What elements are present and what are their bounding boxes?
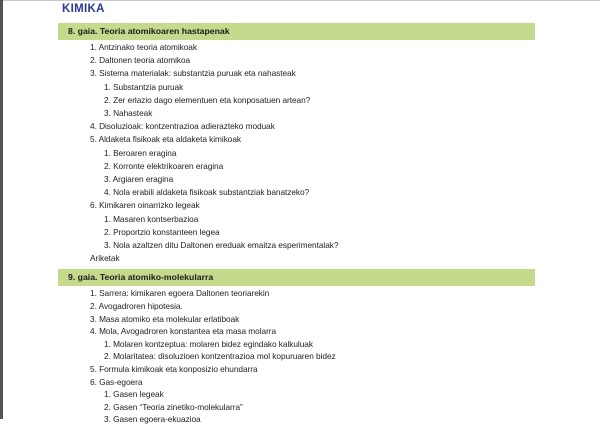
chapter-9-item-list [58,287,535,426]
toc-item: 6. Kimikaren oinarrizko legeak [90,200,200,211]
toc-item: 1. Gasen legeak [104,389,164,400]
chapter-8-item-list [58,41,535,265]
toc-item: 2. Zer erlazio dago elementuen eta konposatuen artean? [104,94,311,105]
toc-item: 1. Substantzia puruak [104,81,184,92]
toc-item: 2. Gasen “Teoria zinetiko-molekularra” [104,401,243,412]
toc-item: 3. Gasen egoera-ekuazioa [104,414,201,425]
toc-content [58,2,535,426]
page-title: KIMIKA [62,3,105,15]
toc-item: 2. Daltonen teoria atomikoa [90,55,191,66]
toc-item: 1. Masaren kontserbazioa [104,213,199,224]
section-chapter-8 [58,23,535,265]
chapter-9-header: 9. gaia. Teoria atomiko-molekularra [58,269,535,286]
toc-item: 3. Nola azaltzen ditu Daltonen ereduak emaitza esperimentalak? [104,240,339,251]
toc-item: 1. Sarrera: kimikaren egoera Daltonen teoriarekin [90,288,270,299]
toc-item: 4. Mola, Avogadroren konstantea eta masa molarra [90,326,277,337]
chapter-8-header: 8. gaia. Teoria atomikoaren hastapenak [58,23,535,40]
page-edge-shadow [0,0,3,419]
section-chapter-9 [58,269,535,426]
toc-item: 3. Masa atomiko eta molekular erlatiboak [90,313,240,324]
toc-item: 1. Molaren kontzeptua: molaren bidez egindako kalkuluak [104,338,313,349]
toc-item: 2. Molaritatea: disoluzioen kontzentrazioa mol kopuruaren bidez [104,351,336,362]
toc-item: 2. Proportzio konstanteen legea [104,226,220,237]
toc-item: 2. Korronte elektrikoaren eragina [104,160,224,171]
toc-item: Ariketak [90,253,120,264]
toc-item: 4. Disoluzioak: kontzentrazioa adierazteko moduak [90,121,275,132]
toc-item: 2. Avogadroren hipotesia. [90,301,183,312]
toc-item: 3. Sistema materialak: substantzia puruak eta nahasteak [90,68,296,79]
top-border-line [0,0,600,1]
toc-item: 1. Beroaren eragina [104,147,177,158]
toc-item: 3. Argiaren eragina [104,174,174,185]
toc-item: 5. Formula kimikoak eta konposizio ehundarra [90,364,258,375]
toc-item: 3. Nahasteak [104,108,153,119]
toc-item: 6. Gas-egoera [90,376,143,387]
toc-item: 4. Nola erabili aldaketa fisikoak substantziak banatzeko? [104,187,310,198]
toc-item: 5. Aldaketa fisikoak eta aldaketa kimikoak [90,134,242,145]
toc-item: 1. Antzinako teoria atomikoak [90,42,197,52]
